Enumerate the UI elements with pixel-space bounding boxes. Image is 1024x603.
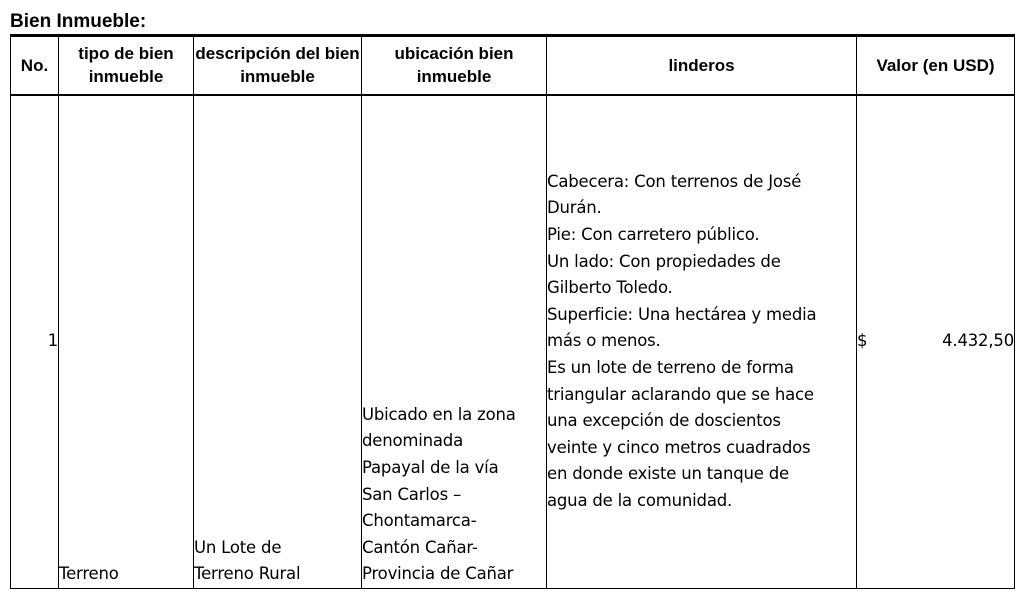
property-table: [10, 34, 1015, 589]
cell-ubicacion: Ubicado en la zona denominada Papayal de la vía San Carlos – Chontamarca- Cantón Cañar- Provincia de Cañar: [362, 95, 547, 589]
valor-amount: 4.432,50: [942, 331, 1014, 351]
cell-linderos: Cabecera: Con terrenos de José Durán. Pie: Con carretero público. Un lado: Con propiedades de Gilberto Toledo. Superficie: Una hectárea y media más o menos. Es un lote de terreno de forma triangular aclarando que se hace una excepción de doscientos veinte y cinco metros cuadrados en donde existe un tanque de agua de la comunidad.: [547, 95, 857, 589]
cell-valor: [857, 95, 1015, 589]
header-ubicacion: ubicación bien inmueble: [362, 36, 547, 95]
cell-tipo: Terreno: [59, 95, 194, 589]
header-valor: Valor (en USD): [857, 36, 1015, 95]
valor-wrap: [857, 328, 1014, 355]
header-linderos: linderos: [547, 36, 857, 95]
cell-no: 1: [11, 95, 59, 589]
header-tipo: tipo de bien inmueble: [59, 36, 194, 95]
valor-currency: $: [857, 331, 868, 351]
table-row: [11, 95, 1015, 589]
header-no: No.: [11, 36, 59, 95]
table-header-row: [11, 36, 1015, 95]
section-title: Bien Inmueble:: [10, 11, 147, 32]
header-descripcion: descripción del bien inmueble: [194, 36, 362, 95]
cell-descripcion: Un Lote de Terreno Rural: [194, 95, 362, 589]
